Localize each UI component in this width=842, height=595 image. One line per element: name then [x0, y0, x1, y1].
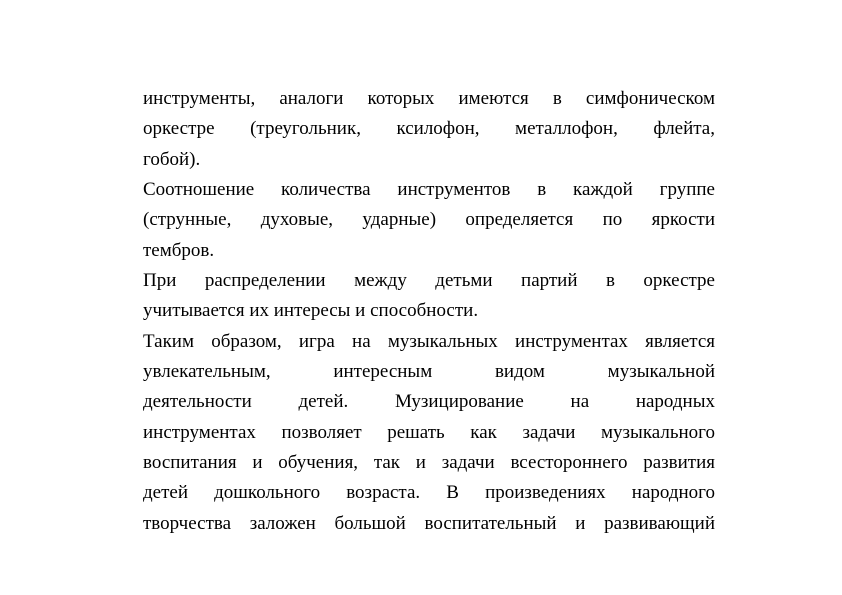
text-line: инструменты, аналоги которых имеются в симфоническом: [143, 88, 715, 109]
text-line: оркестре (треугольник, ксилофон, металлофон, флейта,: [143, 118, 715, 140]
text-line: творчества заложен большой воспитательный и развивающий: [143, 512, 715, 534]
text-line: учитывается их интересы и способности.: [143, 300, 479, 322]
text-line: увлекательным, интересным видом музыкальной: [143, 360, 715, 382]
text-line: Таким образом, игра на музыкальных инструментах является: [143, 330, 715, 352]
text-line: Соотношение количества инструментов в каждой группе: [143, 178, 715, 200]
text-line: При распределении между детьми партий в оркестре: [143, 269, 715, 291]
body-text: [143, 84, 715, 539]
text-line: тембров.: [143, 239, 215, 261]
text-line: воспитания и обучения, так и задачи всестороннего развития: [143, 451, 715, 473]
text-line: детей дошкольного возраста. В произведениях народного: [143, 482, 715, 504]
text-line: инструментах позволяет решать как задачи музыкального: [143, 421, 715, 443]
text-line: деятельности детей. Музицирование на народных: [143, 391, 715, 413]
text-line: гобой).: [143, 148, 201, 170]
text-line: (струнные, духовые, ударные) определяется по яркости: [143, 209, 715, 231]
